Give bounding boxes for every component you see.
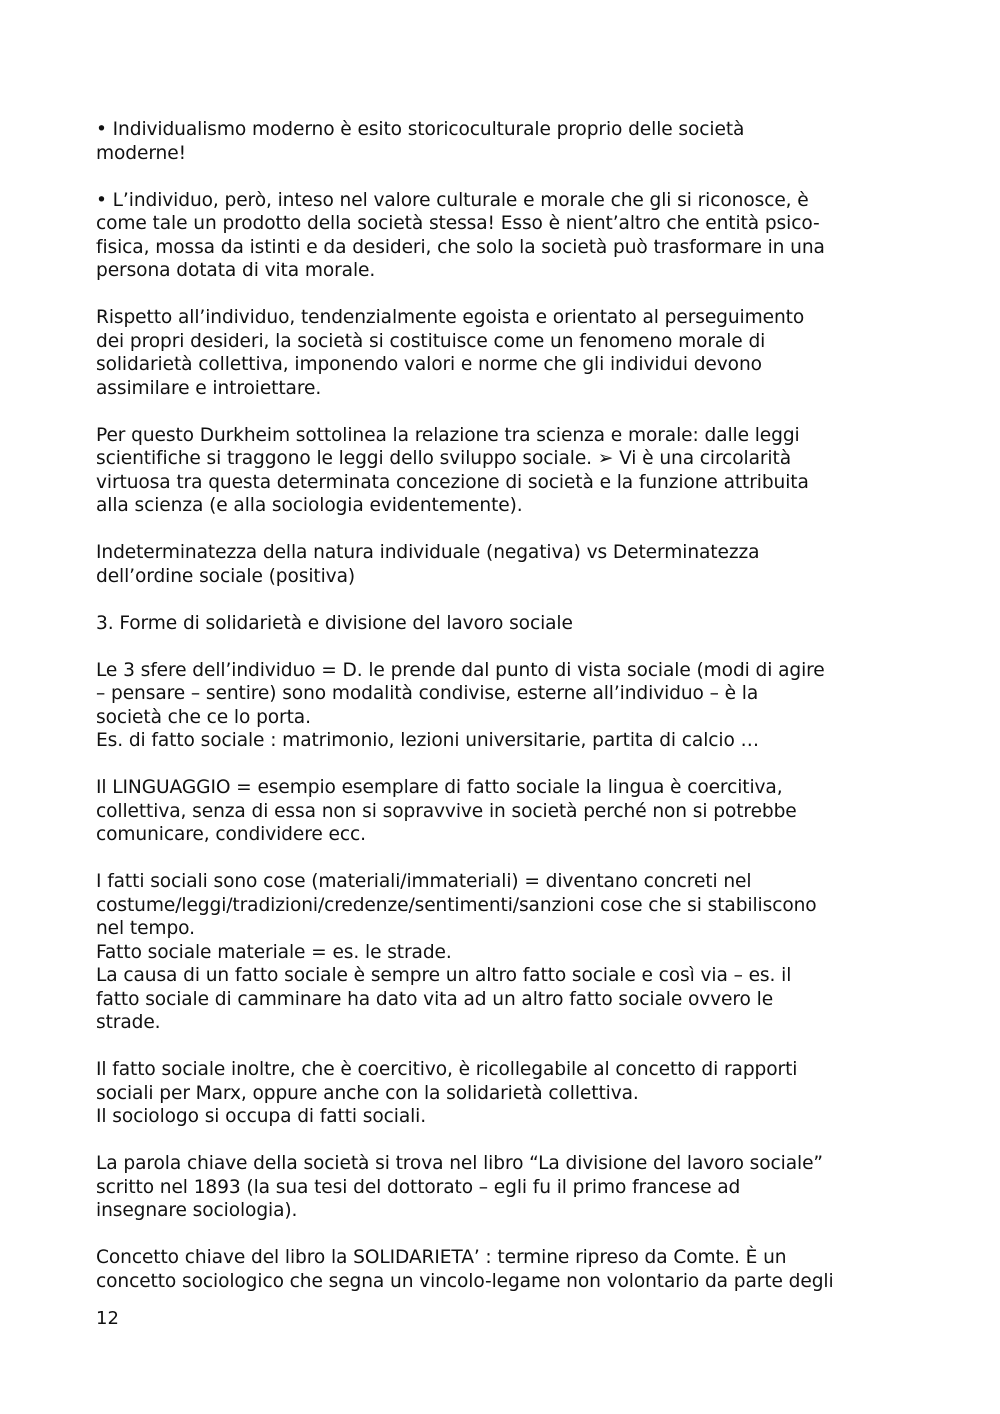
text-line: • Individualismo moderno è esito storicoculturale proprio delle società (96, 119, 745, 140)
text-line: collettiva, senza di essa non si sopravvive in società perché non si potrebbe (96, 800, 797, 822)
text-line: nel tempo. (96, 918, 195, 939)
document-body (96, 118, 908, 1317)
text-line: dei propri desideri, la società si costituisce come un fenomeno morale di (96, 330, 766, 352)
paragraph (96, 118, 908, 165)
page-number: 12 (96, 1308, 119, 1329)
text-line: Il sociologo si occupa di fatti sociali. (96, 1106, 427, 1127)
text-line: sociali per Marx, oppure anche con la solidarietà collettiva. (96, 1082, 639, 1104)
text-line: Per questo Durkheim sottolinea la relazione tra scienza e morale: dalle leggi (96, 424, 800, 446)
text-line: insegnare sociologia). (96, 1200, 298, 1221)
text-line: – pensare – sentire) sono modalità condivise, esterne all’individuo – è la (96, 683, 759, 704)
text-line: alla scienza (e alla sociologia evidentemente). (96, 495, 523, 516)
paragraph (96, 776, 908, 847)
text-line: scientifiche si traggono le leggi dello sviluppo sociale. ➢ Vi è una circolarità (96, 448, 791, 469)
paragraph (96, 612, 908, 636)
paragraph (96, 1058, 908, 1129)
text-line: virtuosa tra questa determinata concezione di società e la funzione attribuita (96, 471, 809, 493)
paragraph (96, 1152, 908, 1223)
text-line: Fatto sociale materiale = es. le strade. (96, 941, 452, 963)
text-line: dell’ordine sociale (positiva) (96, 565, 356, 587)
text-line: Es. di fatto sociale : matrimonio, lezioni universitarie, partita di calcio … (96, 730, 760, 751)
text-line: strade. (96, 1012, 161, 1033)
text-line: Concetto chiave del libro la SOLIDARIETA’ : termine ripreso da Comte. È un (96, 1247, 787, 1268)
text-line: solidarietà collettiva, imponendo valori e norme che gli individui devono (96, 354, 762, 375)
paragraph (96, 659, 908, 753)
text-line: Il fatto sociale inoltre, che è coercitivo, è ricollegabile al concetto di rapporti (96, 1059, 798, 1080)
text-line: I fatti sociali sono cose (materiali/immateriali) = diventano concreti nel (96, 871, 752, 892)
text-line: moderne! (96, 142, 186, 164)
text-line: La parola chiave della società si trova nel libro “La divisione del lavoro sociale” (96, 1153, 823, 1174)
text-line: scritto nel 1893 (la sua tesi del dottorato – egli fu il primo francese ad (96, 1176, 741, 1198)
text-line: concetto sociologico che segna un vincolo-legame non volontario da parte degli (96, 1270, 834, 1292)
paragraph (96, 1246, 908, 1293)
text-line: 3. Forme di solidarietà e divisione del lavoro sociale (96, 612, 573, 634)
text-line: fisica, mossa da istinti e da desideri, che solo la società può trasformare in una (96, 236, 825, 258)
text-line: Indeterminatezza della natura individuale (negativa) vs Determinatezza (96, 542, 760, 563)
paragraph (96, 541, 908, 588)
text-line: La causa di un fatto sociale è sempre un altro fatto sociale e così via – es. il (96, 965, 792, 986)
text-line: fatto sociale di camminare ha dato vita ad un altro fatto sociale ovvero le (96, 988, 774, 1010)
paragraph (96, 306, 908, 400)
paragraph (96, 424, 908, 518)
text-line: Rispetto all’individuo, tendenzialmente egoista e orientato al perseguimento (96, 307, 805, 328)
text-line: Il LINGUAGGIO = esempio esemplare di fatto sociale la lingua è coercitiva, (96, 777, 783, 798)
text-line: assimilare e introiettare. (96, 377, 322, 399)
text-line: costume/leggi/tradizioni/credenze/sentimenti/sanzioni cose che si stabiliscono (96, 894, 817, 916)
text-line: persona dotata di vita morale. (96, 260, 376, 281)
text-line: • L’individuo, però, inteso nel valore culturale e morale che gli si riconosce, è (96, 189, 809, 211)
text-line: Le 3 sfere dell’individuo = D. le prende dal punto di vista sociale (modi di agire (96, 659, 825, 681)
text-line: comunicare, condividere ecc. (96, 824, 366, 845)
text-line: come tale un prodotto della società stessa! Esso è nient’altro che entità psico- (96, 213, 820, 234)
text-line: società che ce lo porta. (96, 706, 311, 728)
paragraph (96, 189, 908, 283)
paragraph (96, 870, 908, 1035)
